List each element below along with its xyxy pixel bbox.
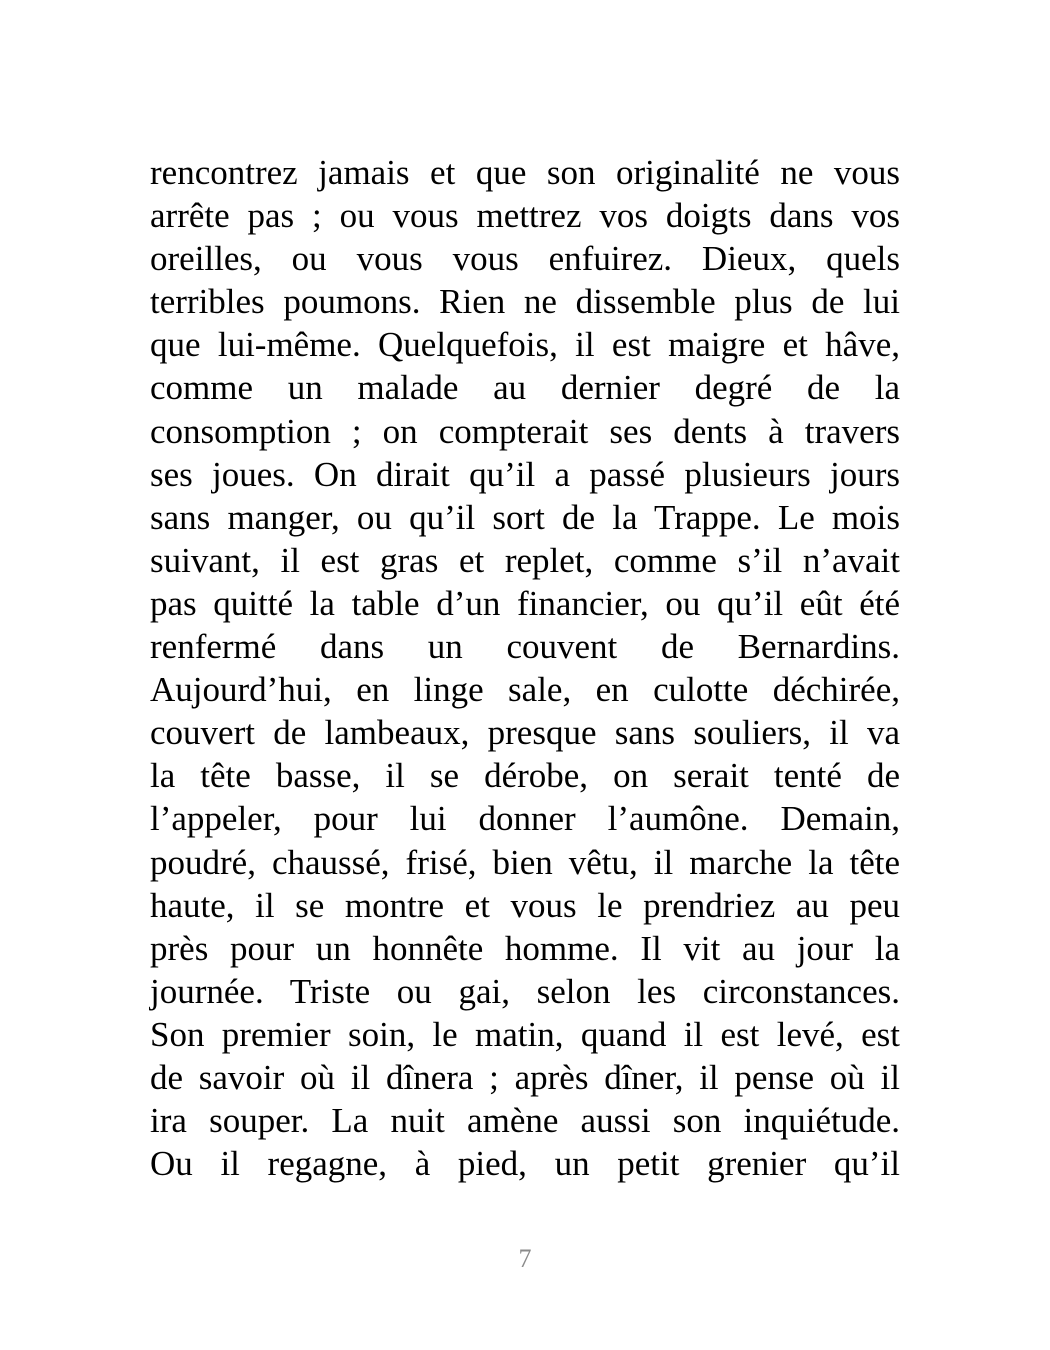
text-line: sans manger, ou qu’il sort de la Trappe. Le mois <box>150 497 900 537</box>
text-line: la tête basse, il se dérobe, on serait tenté de <box>150 756 900 796</box>
text-line: près pour un honnête homme. Il vit au jour la <box>150 928 900 968</box>
text-line: l’appeler, pour lui donner l’aumône. Demain, <box>150 799 900 839</box>
text-line: Son premier soin, le matin, quand il est levé, est <box>150 1014 900 1054</box>
text-line: terribles poumons. Rien ne dissemble plus de lui <box>150 282 900 322</box>
text-line: renfermé dans un couvent de Bernardins. <box>150 627 900 667</box>
text-line: comme un malade au dernier degré de la <box>150 368 900 408</box>
text-line: Ou il regagne, à pied, un petit grenier qu’il <box>150 1144 900 1184</box>
text-line: consomption ; on compterait ses dents à travers <box>150 411 900 451</box>
text-line: poudré, chaussé, frisé, bien vêtu, il marche la tête <box>150 842 900 882</box>
page-number: 7 <box>518 1244 532 1273</box>
text-line: haute, il se montre et vous le prendriez au peu <box>150 885 900 925</box>
text-line: Aujourd’hui, en linge sale, en culotte déchirée, <box>150 670 900 710</box>
text-line: journée. Triste ou gai, selon les circonstances. <box>150 971 900 1011</box>
text-line: oreilles, ou vous vous enfuirez. Dieux, quels <box>150 239 900 279</box>
text-line: que lui-même. Quelquefois, il est maigre et hâve, <box>150 325 900 365</box>
text-line: ira souper. La nuit amène aussi son inquiétude. <box>150 1101 900 1141</box>
text-line: ses joues. On dirait qu’il a passé plusieurs jours <box>150 454 900 494</box>
text-line: rencontrez jamais et que son originalité ne vous <box>150 153 900 192</box>
text-line: pas quitté la table d’un financier, ou qu’il eût été <box>150 583 900 623</box>
text-line: de savoir où il dînera ; après dîner, il pense où il <box>150 1057 900 1097</box>
text-line: arrête pas ; ou vous mettrez vos doigts dans vos <box>150 196 900 236</box>
text-line: suivant, il est gras et replet, comme s’il n’avait <box>150 540 900 580</box>
body-text <box>150 151 900 1185</box>
text-line: couvert de lambeaux, presque sans souliers, il va <box>150 713 900 753</box>
